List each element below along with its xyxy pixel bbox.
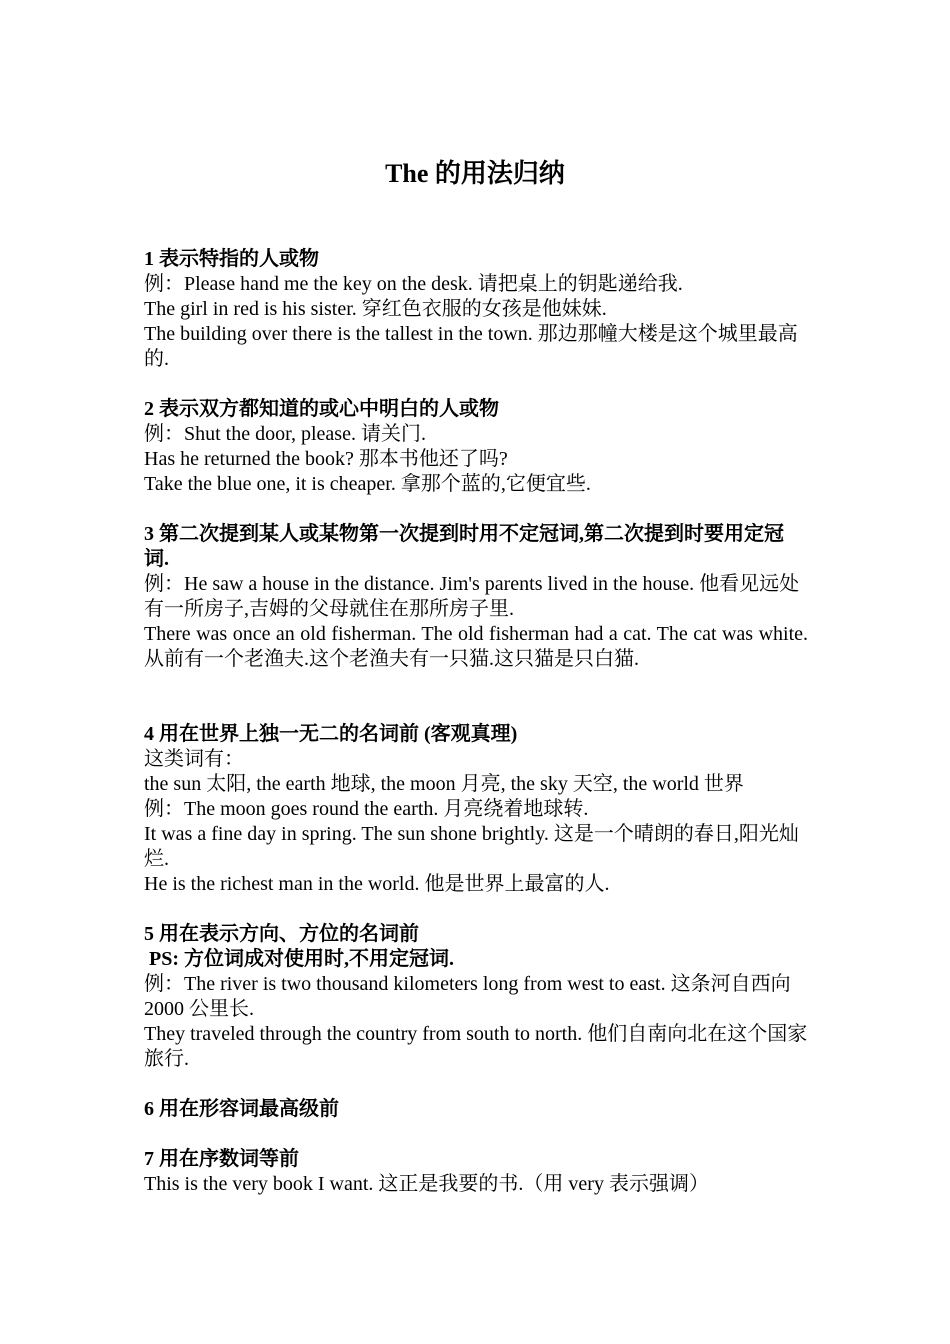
example-line: 例：The river is two thousand kilometers long from west to east. 这条河自西向 2000 公里长. xyxy=(144,973,791,1020)
example-line: It was a fine day in spring. The sun shone brightly. 这是一个晴朗的春日,阳光灿烂. xyxy=(144,823,799,870)
section-heading: 4 用在世界上独一无二的名词前 (客观真理) xyxy=(144,723,518,745)
section-note: PS: 方位词成对使用时,不用定冠词. xyxy=(144,948,454,970)
example-line: 例：He saw a house in the distance. Jim's parents lived in the house. 他看见远处有一所房子,吉姆的父母就住在那所房子里. xyxy=(144,573,800,620)
section-heading: 6 用在形容词最高级前 xyxy=(144,1098,339,1120)
section-2 xyxy=(144,397,808,497)
example-line: the sun 太阳, the earth 地球, the moon 月亮, the sky 天空, the world 世界 xyxy=(144,773,744,795)
section-heading: 3 第二次提到某人或某物第一次提到时用不定冠词,第二次提到时要用定冠词. xyxy=(144,523,784,570)
example-line: They traveled through the country from south to north. 他们自南向北在这个国家旅行. xyxy=(144,1023,808,1070)
example-line: This is the very book I want. 这正是我要的书.（用 very 表示强调） xyxy=(144,1173,709,1195)
example-line: The girl in red is his sister. 穿红色衣服的女孩是他妹妹. xyxy=(144,298,607,320)
section-1 xyxy=(144,247,808,372)
section-4 xyxy=(144,722,808,897)
example-line: Has he returned the book? 那本书他还了吗? xyxy=(144,448,508,470)
section-heading: 1 表示特指的人或物 xyxy=(144,248,319,270)
example-line: 例：Shut the door, please. 请关门. xyxy=(144,423,426,445)
example-line: He is the richest man in the world. 他是世界上最富的人. xyxy=(144,873,610,895)
section-6 xyxy=(144,1097,808,1122)
example-line: 例：Please hand me the key on the desk. 请把桌上的钥匙递给我. xyxy=(144,273,683,295)
section-7 xyxy=(144,1147,808,1197)
document-title: The 的用法归纳 xyxy=(385,159,565,188)
example-line: The building over there is the tallest in the town. 那边那幢大楼是这个城里最高的. xyxy=(144,323,798,370)
example-line: 这类词有： xyxy=(144,748,244,770)
example-line: Take the blue one, it is cheaper. 拿那个蓝的,它便宜些. xyxy=(144,473,591,495)
example-line: 例：The moon goes round the earth. 月亮绕着地球转. xyxy=(144,798,589,820)
document-body xyxy=(144,247,808,1197)
section-heading: 5 用在表示方向、方位的名词前 xyxy=(144,923,419,945)
section-heading: 7 用在序数词等前 xyxy=(144,1148,299,1170)
section-3 xyxy=(144,522,808,672)
section-heading: 2 表示双方都知道的或心中明白的人或物 xyxy=(144,398,499,420)
section-5 xyxy=(144,922,808,1072)
example-line: There was once an old fisherman. The old fisherman had a cat. The cat was white. 从前有一个老渔夫.这个老渔夫有一只猫.这只猫是只白猫. xyxy=(144,623,808,670)
